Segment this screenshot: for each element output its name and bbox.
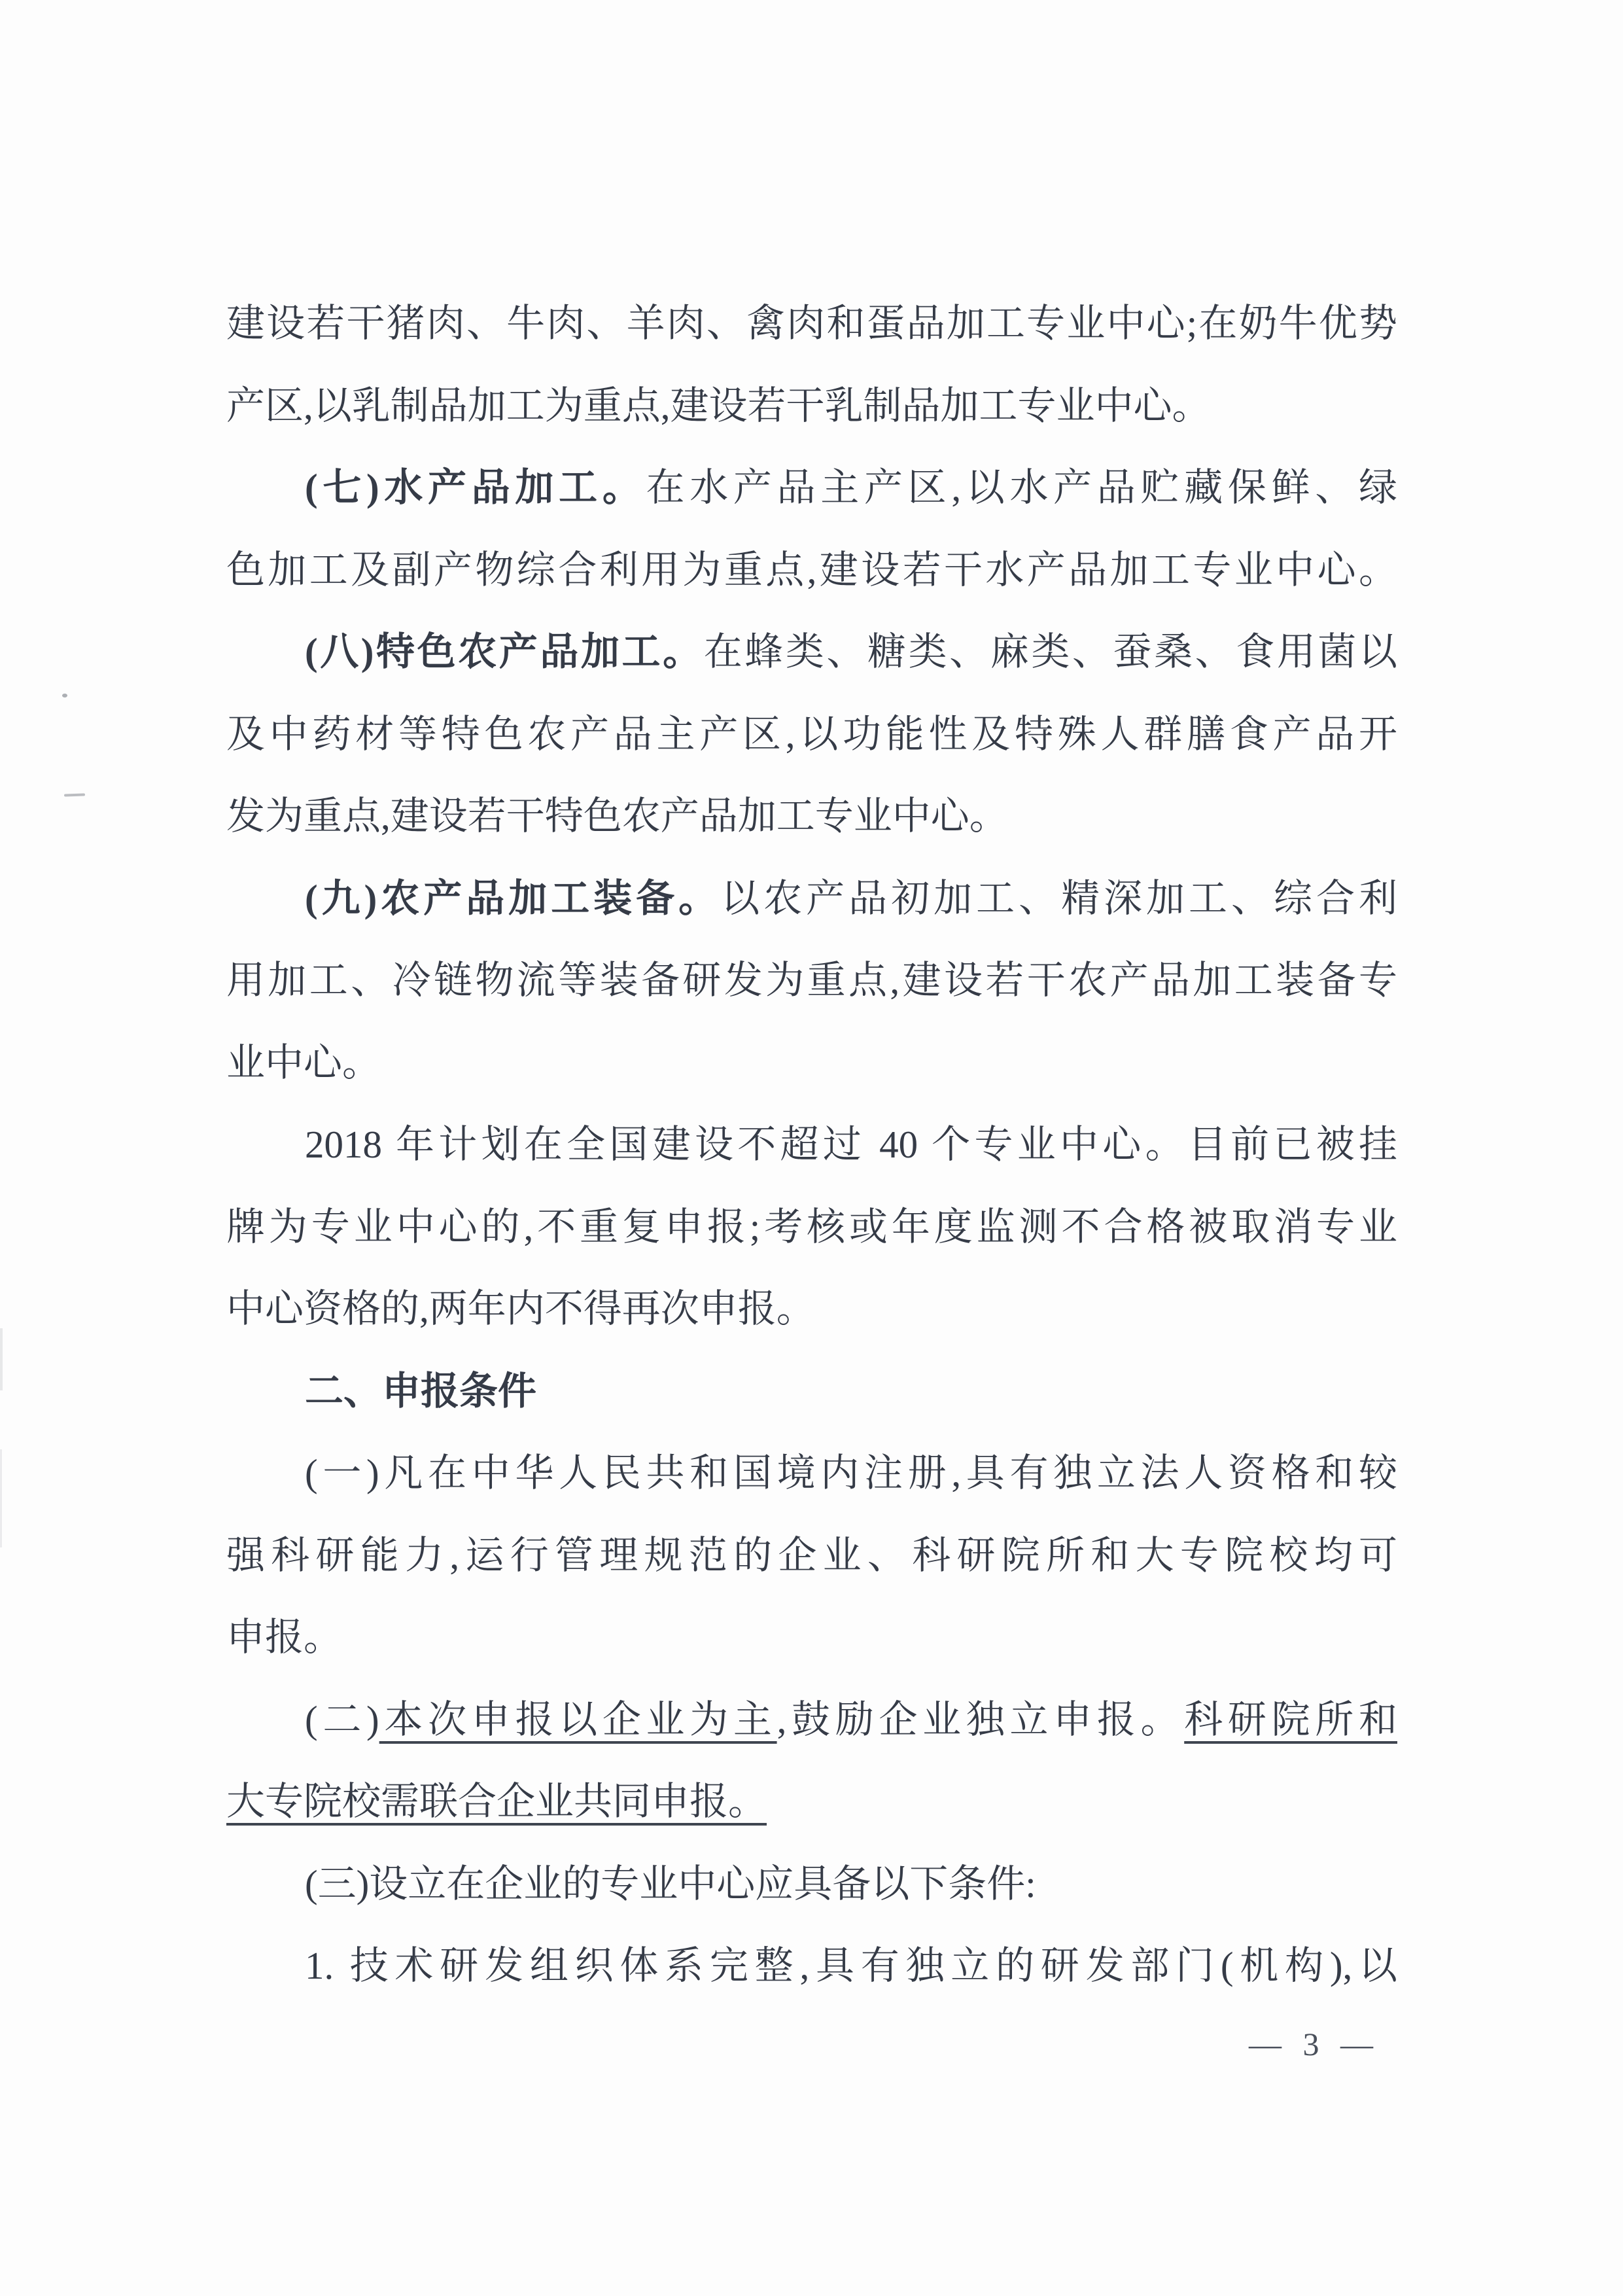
text-line (226, 792, 1397, 875)
scan-edge-artifact (0, 1449, 2, 1547)
bold-text-segment: (七)水产品加工。 (305, 466, 646, 509)
text-line (226, 382, 1397, 465)
text-segment: 及中药材等特色农产品主产区,以功能性及特殊人群膳食产品开 (226, 712, 1397, 756)
text-line (226, 1449, 1397, 1532)
text-line (226, 957, 1397, 1039)
bold-text-segment: 二、申报条件 (305, 1369, 537, 1413)
underlined-text-segment: 大专院校需联合企业共同申报。 (226, 1780, 767, 1823)
text-line (226, 1860, 1397, 1943)
text-segment: 1. 技术研发组织体系完整,具有独立的研发部门(机构),以 (305, 1944, 1397, 1987)
text-line (226, 1121, 1397, 1203)
document-body-text (226, 300, 1397, 2024)
text-line (226, 1285, 1397, 1368)
underlined-text-segment: 本次申报以企业为主 (379, 1697, 777, 1741)
text-segment: (一)凡在中华人民共和国境内注册,具有独立法人资格和较 (305, 1451, 1397, 1494)
text-line (226, 1368, 1397, 1450)
text-segment: 在蜂类、糖类、麻类、蚕桑、食用菌以 (703, 630, 1397, 673)
text-segment: 用加工、冷链物流等装备研发为重点,建设若干农产品加工装备专 (226, 959, 1397, 1002)
text-segment: 业中心。 (226, 1040, 381, 1084)
text-line (226, 1942, 1397, 2024)
bold-text-segment: (八)特色农产品加工。 (305, 630, 704, 673)
text-line (226, 1696, 1397, 1778)
text-segment: 强科研能力,运行管理规范的企业、科研院所和大专院校均可 (226, 1533, 1397, 1577)
text-line (226, 711, 1397, 793)
text-segment: 在水产品主产区,以水产品贮藏保鲜、绿 (646, 466, 1397, 509)
text-line (226, 628, 1397, 711)
text-line (226, 300, 1397, 382)
text-segment: 色加工及副产物综合利用为重点,建设若干水产品加工专业中心。 (226, 548, 1397, 592)
scan-speck-artifact (62, 694, 67, 698)
text-segment: 申报。 (226, 1616, 343, 1659)
text-segment: 产区,以乳制品加工为重点,建设若干乳制品加工专业中心。 (226, 383, 1211, 427)
text-line (226, 546, 1397, 629)
text-segment: 中心资格的,两年内不得再次申报。 (226, 1287, 815, 1330)
text-segment: (三)设立在企业的专业中心应具备以下条件: (305, 1862, 1036, 1905)
text-line (226, 464, 1397, 546)
text-segment: 建设若干猪肉、牛肉、羊肉、禽肉和蛋品加工专业中心;在奶牛优势 (226, 302, 1397, 345)
text-line (226, 1614, 1397, 1696)
underlined-text-segment: 科研院所和 (1184, 1697, 1397, 1741)
bold-text-segment: (九)农产品加工装备。 (305, 876, 722, 920)
scan-dash-artifact (64, 793, 85, 796)
text-segment: ,鼓励企业独立申报。 (777, 1697, 1185, 1741)
text-segment: 发为重点,建设若干特色农产品加工专业中心。 (226, 794, 1008, 838)
text-line (226, 1203, 1397, 1286)
text-line (226, 1039, 1397, 1122)
scan-edge-artifact (0, 1328, 3, 1390)
text-line (226, 875, 1397, 957)
page-number: — 3 — (1249, 2026, 1380, 2062)
text-segment: 2018 年计划在全国建设不超过 40 个专业中心。目前已被挂 (305, 1123, 1397, 1166)
text-line (226, 1778, 1397, 1860)
text-line (226, 1532, 1397, 1614)
text-segment: (二) (305, 1697, 379, 1741)
text-segment: 牌为专业中心的,不重复申报;考核或年度监测不合格被取消专业 (226, 1205, 1397, 1248)
text-segment: 以农产品初加工、精深加工、综合利 (721, 876, 1397, 920)
